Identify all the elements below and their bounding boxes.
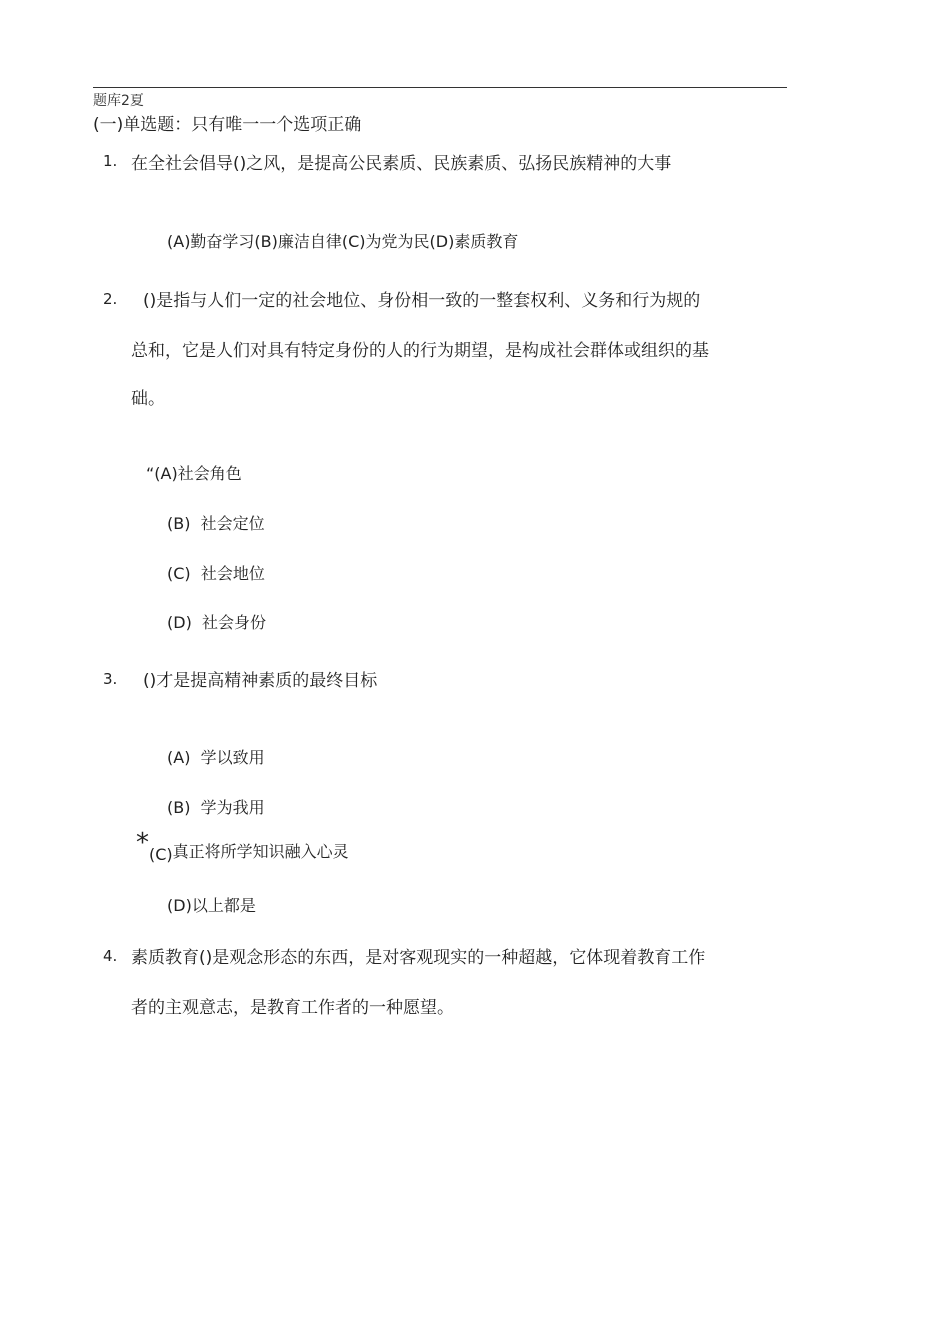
question-3-text: ()才是提高精神素质的最终目标 [143,671,378,691]
question-4-number: 4. [103,947,118,965]
question-4-line-2: 者的主观意志，是教育工作者的一种愿望。 [131,998,454,1018]
option-text: 社会定位 [200,514,265,533]
question-4-line-1: 素质教育()是观念形态的东西，是对客观现实的一种超越，它体现着教育工作 [131,948,706,968]
option-label: (B) [167,798,191,817]
question-2-option-b [167,511,265,534]
document-header: 题库2夏 [93,93,144,109]
option-text: 学为我用 [200,798,265,817]
answer-mark: “ [146,464,155,483]
question-3-number: 3. [103,670,118,688]
option-label: (D) [167,896,192,915]
question-2-number: 2. [103,290,118,308]
question-3-option-b [167,795,265,818]
question-2-option-a [146,461,242,484]
option-label: (A) [154,464,178,483]
question-2-option-d [167,610,266,633]
question-2-line-2: 总和，它是人们对具有特定身份的人的行为期望，是构成社会群体或组织的基 [131,341,709,361]
option-text: 真正将所学知识融入心灵 [172,842,349,861]
question-2-option-c [167,561,265,584]
question-1-number: 1. [103,152,118,170]
section-title: (一)单选题：只有唯一一个选项正确 [93,115,362,135]
question-1-options: (A)勤奋学习(B)廉洁自律(C)为党为民(D)素质教育 [167,232,519,251]
option-label: (D) [167,613,192,632]
question-1-text: 在全社会倡导()之风，是提高公民素质、民族素质、弘扬民族精神的大事 [131,154,672,174]
header-rule [93,87,787,88]
option-text: 社会身份 [201,613,266,632]
option-label: (C) [167,564,191,583]
answer-mark: * [136,828,149,858]
option-text: 以上都是 [191,896,256,915]
question-2-line-1: ()是指与人们一定的社会地位、身份相一致的一整套权利、义务和行为规的 [143,291,701,311]
question-3-option-a [167,745,265,768]
option-label: (A) [167,748,191,767]
option-text: 社会地位 [200,564,265,583]
option-text: 社会角色 [177,464,242,483]
option-label: (B) [167,514,191,533]
question-3-option-d [167,893,256,916]
question-2-line-3: 础。 [131,389,165,409]
option-text: 学以致用 [200,748,265,767]
option-label: (C) [149,845,173,864]
question-3-option-c [136,828,349,864]
